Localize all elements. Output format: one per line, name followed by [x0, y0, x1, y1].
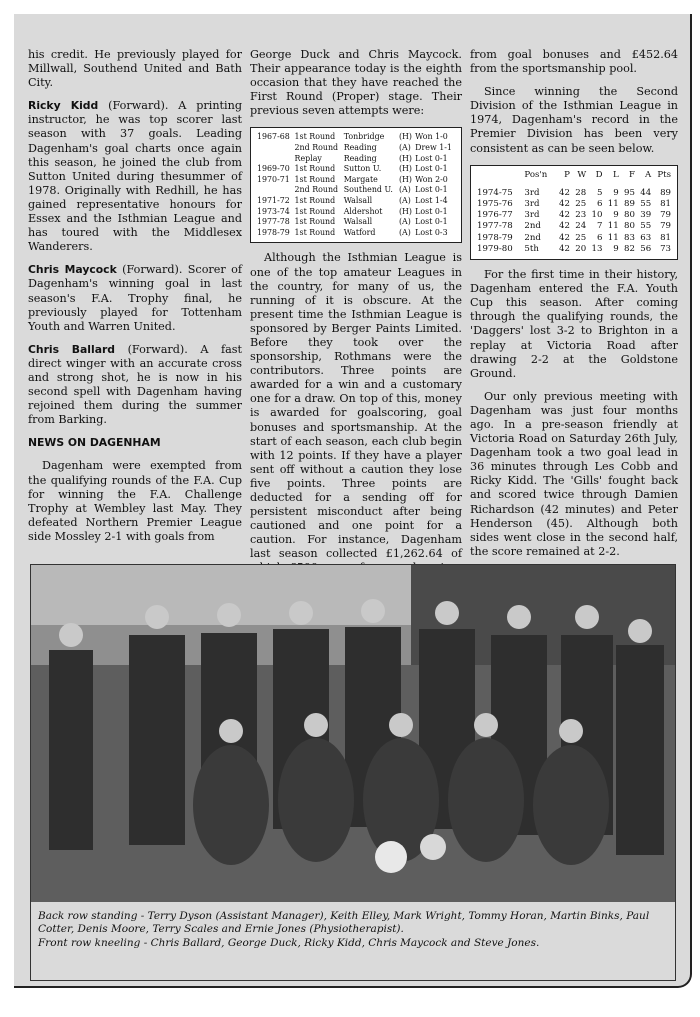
fa-cup-results-table: [250, 127, 462, 243]
table-row: [476, 221, 672, 232]
table-row: [476, 199, 672, 210]
paragraph: George Duck and Chris Maycock. Their appearance today is the eighth occasion that they have reached the First Round (Proper) stage. Their previous seven attempts were:: [250, 48, 462, 118]
table-cell: 73: [660, 243, 671, 254]
table-cell: 81: [660, 199, 671, 210]
table-row: [476, 233, 672, 244]
table-row: [256, 164, 456, 175]
page: [14, 14, 692, 988]
table-cell: 81: [660, 232, 671, 243]
table-cell: 1st Round: [294, 206, 336, 216]
table-cell: 55: [640, 221, 652, 232]
table-row: [256, 207, 456, 218]
table-cell: Watford: [343, 227, 376, 237]
table-cell: [256, 185, 294, 196]
player-bio: (Forward). A fast direct winger with an accurate cross and strong shot, he is now in his second spell with Dagenham having rejoined them during the summer from Barking.: [28, 342, 242, 427]
table-cell: (H): [398, 153, 412, 163]
table-cell: 42: [559, 232, 570, 243]
table-cell: 1969-70: [257, 164, 290, 174]
column-2: [250, 48, 462, 599]
column-header: A: [645, 169, 652, 180]
table-cell: 9: [613, 210, 619, 221]
table-cell: Walsall: [343, 217, 373, 227]
table-cell: 56: [640, 243, 652, 254]
table-cell: 2nd: [524, 221, 541, 232]
table-cell: Tonbridge: [343, 132, 385, 142]
player-name: Chris Maycock: [28, 263, 117, 277]
column-header: [476, 170, 523, 188]
table-cell: 5: [597, 187, 603, 198]
table-cell: 1978-79: [477, 232, 513, 243]
column-header: Pos'n: [524, 169, 548, 180]
paragraph: Our only previous meeting with Dagenham was just four months ago. In a pre-season friendly at Victoria Road on Saturday 26th July, Dagenham took a two goal lead in 36 minutes through Les Cobb and Ricky Kidd. The 'Gills' fought back and scored twice through Damien Richardson (42 minutes) and Peter Henderson (45). Although both sides went close in the second half, the score remained at 2-2.: [470, 389, 678, 558]
column-header: L: [613, 169, 619, 180]
table-cell: Walsall: [343, 196, 373, 206]
paragraph: Although the Isthmian League is one of the top amateur Leagues in the country, for many of us, the running of it is obscure. At the present time the Isthmian League is sponsored by Berger Paints Limited. Before they took over the sponsorship, Rothmans were the contributors. Three points are awarded for a win and a customary one for a draw. On top of this, money is awarded for goalscoring, goal bonuses and sportsmanship. At the start of each season, each club begin with 12 points. If they have a player sent off without a caution they lose five points. Three points are deducted for a sending off for persistent misconduct after being cautioned and one point for a caution. For instance, Dagenham last season collected £1,262.64 of: [250, 251, 462, 561]
team-photo: [30, 564, 676, 904]
table-cell: [256, 143, 294, 154]
table-cell: Lost 0-1: [415, 185, 448, 195]
table-cell: (H): [398, 206, 412, 216]
column-3: [470, 48, 678, 568]
table-cell: 2nd Round: [294, 185, 339, 195]
player-bio: (Forward). Scorer of Dagenham's winning goal in last season's F.A. Trophy final, he previously played for Tottenham Youth and Warren United.: [28, 263, 242, 333]
table-row: [256, 185, 456, 196]
paragraph: Since winning the Second Division of the Isthmian League in 1974, Dagenham's record in the Premier Division has been very consistent as can be seen below.: [470, 85, 678, 155]
column-header: W: [577, 169, 587, 180]
table-cell: 1st Round: [294, 217, 336, 227]
player-profile-ballard: [28, 343, 242, 428]
table-cell: 39: [640, 210, 652, 221]
table-cell: 1974-75: [477, 187, 513, 198]
table-cell: 55: [640, 199, 652, 210]
column-1: [28, 48, 242, 553]
table-cell: (A): [398, 196, 411, 206]
player-name: Chris Ballard: [28, 342, 116, 356]
table-cell: 42: [559, 221, 570, 232]
table-row: [256, 217, 456, 228]
table-cell: 1st Round: [294, 164, 336, 174]
table-cell: 7: [597, 221, 603, 232]
table-cell: 1971-72: [257, 196, 290, 206]
table-cell: 80: [624, 221, 635, 232]
table-cell: 1st Round: [294, 174, 336, 184]
table-cell: 1970-71: [257, 174, 290, 184]
table-cell: 3rd: [524, 210, 540, 221]
table-cell: 89: [660, 187, 671, 198]
table-cell: 1975-76: [477, 199, 513, 210]
table-cell: 63: [640, 232, 652, 243]
table-cell: 11: [607, 232, 619, 243]
caption-back-row: Back row standing - Terry Dyson (Assistant Manager), Keith Elley, Mark Wright, Tommy Horan, Martin Binks, Paul Cotter, Denis Moore, Terry Scales and Ernie Jones (Physiotherapist).: [38, 910, 650, 936]
table-cell: 23: [575, 210, 587, 221]
table-row: [256, 132, 456, 143]
paragraph: his credit. He previously played for Millwall, Southend United and Bath City.: [28, 48, 242, 90]
table-cell: 44: [640, 187, 652, 198]
table-row: [476, 210, 672, 221]
table-row: [476, 188, 672, 199]
table-cell: 1978-79: [257, 227, 290, 237]
table-cell: (A): [398, 143, 411, 153]
table-cell: 11: [607, 199, 619, 210]
table-cell: 1967-68: [257, 132, 290, 142]
column-header: F: [629, 169, 635, 180]
table-cell: 20: [575, 243, 587, 254]
table-cell: 24: [575, 221, 587, 232]
table-cell: 9: [613, 187, 619, 198]
table-row: [256, 228, 456, 239]
table-cell: 1st Round: [294, 227, 336, 237]
column-header: Pts: [657, 169, 671, 180]
table-cell: Won 1-0: [415, 132, 448, 142]
table-cell: 95: [624, 187, 635, 198]
column-header: P: [564, 169, 570, 180]
table-cell: Reading: [343, 153, 377, 163]
table-cell: Lost 0-1: [415, 153, 448, 163]
table-cell: Lost 1-4: [415, 196, 448, 206]
table-cell: 1977-78: [477, 221, 513, 232]
table-cell: 3rd: [524, 199, 540, 210]
table-row: [256, 175, 456, 186]
table-cell: 83: [624, 232, 635, 243]
league-record-table: [470, 165, 678, 260]
table-cell: 9: [613, 243, 619, 254]
table-cell: 1st Round: [294, 196, 336, 206]
table-cell: 42: [559, 199, 570, 210]
paragraph: from goal bonuses and £452.64 from the sportsmanship pool.: [470, 48, 678, 76]
column-header: D: [595, 169, 603, 180]
table-cell: 5th: [524, 243, 539, 254]
table-cell: 1st Round: [294, 132, 336, 142]
table-row: [256, 143, 456, 154]
table-cell: Lost 0-1: [415, 206, 448, 216]
table-cell: 1979-80: [477, 243, 513, 254]
table-cell: 89: [624, 199, 635, 210]
table-cell: 25: [575, 232, 587, 243]
table-cell: 3rd: [524, 187, 540, 198]
table-cell: Margate: [343, 174, 378, 184]
table-row: [476, 244, 672, 255]
table-row: [256, 196, 456, 207]
table-cell: Southend U.: [343, 185, 393, 195]
table-cell: Lost 0-1: [415, 164, 448, 174]
table-cell: 42: [559, 187, 570, 198]
table-cell: 11: [607, 221, 619, 232]
table-cell: Lost 0-1: [415, 217, 448, 227]
table-cell: 28: [575, 187, 587, 198]
table-cell: (H): [398, 164, 412, 174]
table-cell: 79: [660, 210, 671, 221]
player-profile-kidd: [28, 99, 242, 254]
table-cell: (A): [398, 185, 411, 195]
table-header-row: [476, 170, 672, 188]
table-cell: Sutton U.: [343, 164, 382, 174]
table-cell: 6: [597, 232, 603, 243]
table-cell: Replay: [294, 153, 322, 163]
table-cell: (A): [398, 227, 411, 237]
table-cell: 2nd Round: [294, 143, 339, 153]
caption-front-row: Front row kneeling - Chris Ballard, George Duck, Ricky Kidd, Chris Maycock and Steve Jones.: [38, 936, 540, 949]
paragraph: For the first time in their history, Dagenham entered the F.A. Youth Cup this season. After coming through the qualifying rounds, the 'Daggers' lost 3-2 to Brighton in a replay at Victoria Road after drawing 2-2 at the Goldstone Ground.: [470, 268, 678, 380]
table-cell: (H): [398, 132, 412, 142]
table-cell: 2nd: [524, 232, 541, 243]
table-cell: 1977-78: [257, 217, 290, 227]
team-photo-image: [31, 565, 675, 903]
table-cell: 42: [559, 243, 570, 254]
photo-caption: [30, 902, 676, 981]
table-row: [256, 154, 456, 165]
table-cell: 13: [591, 243, 603, 254]
table-cell: 6: [597, 199, 603, 210]
table-cell: 79: [660, 221, 671, 232]
table-cell: 42: [559, 210, 570, 221]
table-cell: (A): [398, 217, 411, 227]
table-cell: Lost 0-3: [415, 227, 448, 237]
table-cell: 25: [575, 199, 587, 210]
table-cell: Won 2-0: [415, 174, 448, 184]
table-cell: 1976-77: [477, 210, 513, 221]
table-cell: 82: [624, 243, 635, 254]
table-cell: 10: [591, 210, 603, 221]
table-cell: (H): [398, 174, 412, 184]
table-cell: Aldershot: [343, 206, 383, 216]
table-cell: 80: [624, 210, 635, 221]
player-name: Ricky Kidd: [28, 99, 99, 113]
table-cell: 1973-74: [257, 206, 290, 216]
section-heading: NEWS ON DAGENHAM: [28, 436, 161, 450]
paragraph: Dagenham were exempted from the qualifying rounds of the F.A. Cup for winning the F.A. Challenge Trophy at Wembley last May. They defeated Northern Premier League side Mossley 2-1 with goals from: [28, 459, 242, 543]
table-cell: Drew 1-1: [415, 143, 452, 153]
table-cell: Reading: [343, 143, 377, 153]
table-cell: [256, 154, 294, 165]
player-bio: (Forward). A printing instructor, he was top scorer last season with 37 goals. Leading Dagenham's goal charts once again this season, he joined the club from Sutton United during thesummer of 1978. Originally with Redhill, he has gained representative honours for Essex and the Isthmian League and has toured with the Middlesex Wanderers.: [28, 99, 242, 254]
player-profile-maycock: [28, 263, 242, 333]
